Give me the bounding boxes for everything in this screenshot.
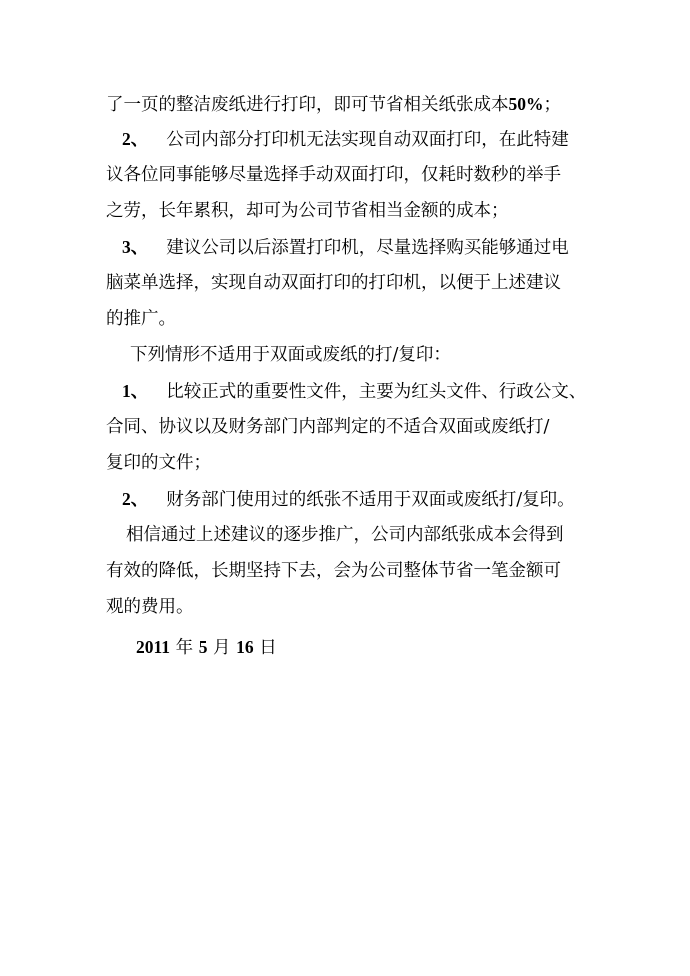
text: 之劳，长年累积，却可为公司节省相当金额的成本；: [106, 201, 509, 221]
paragraph-line: [106, 163, 590, 187]
paragraph-line: [106, 559, 590, 583]
list-text: 建议公司以后添置打印机，尽量选择购买能够通过电: [166, 238, 569, 258]
date-year: 2011: [136, 637, 171, 657]
paragraph-line: [106, 415, 590, 439]
paragraph-line: [106, 199, 590, 223]
list-text: 财务部门使用过的纸张不适用于双面或废纸打/复印。: [166, 490, 575, 510]
date-day: 16: [236, 637, 254, 657]
text: 了一页的整洁废纸进行打印，即可节省相关纸张成本: [106, 95, 509, 115]
list-number: 2、: [122, 129, 149, 149]
exclusion-item-2: [122, 487, 606, 512]
text: 相信通过上述建议的逐步推广，公司内部纸张成本会得到: [126, 525, 564, 545]
list-number: 3、: [122, 237, 149, 257]
text: 议各位同事能够尽量选择手动双面打印，仅耗时数秒的举手: [106, 165, 561, 185]
paragraph-line: [106, 451, 590, 475]
text: 有效的降低，长期坚持下去，会为公司整体节省一笔金额可: [106, 561, 561, 581]
list-text: 比较正式的重要性文件，主要为红头文件、行政公文、: [166, 382, 587, 402]
date-day-unit: 日: [259, 638, 277, 658]
text: 合同、协议以及财务部门内部判定的不适合双面或废纸打/: [106, 417, 550, 437]
list-number: 1、: [122, 381, 149, 401]
date-month-unit: 月: [213, 638, 231, 658]
text: 观的费用。: [106, 597, 194, 617]
list-text: 公司内部分打印机无法实现自动双面打印，在此特建: [166, 130, 569, 150]
list-item-3: [122, 235, 606, 260]
text: 下列情形不适用于双面或废纸的打/复印：: [130, 345, 451, 365]
exclusion-item-1: [122, 379, 606, 404]
date-month: 5: [198, 637, 208, 657]
paragraph-line: [106, 92, 590, 117]
text: ；: [543, 95, 561, 115]
list-number: 2、: [122, 489, 149, 509]
list-item-2: [122, 127, 606, 152]
text: 复印的文件；: [106, 453, 211, 473]
paragraph-line: [106, 307, 590, 331]
exclusion-intro: [130, 343, 614, 367]
date-year-unit: 年: [175, 638, 194, 658]
text: 脑菜单选择，实现自动双面打印的打印机，以便于上述建议: [106, 273, 561, 293]
percent-value: 50%: [508, 94, 544, 114]
text: 的推广。: [106, 309, 176, 329]
closing-paragraph: [126, 523, 610, 547]
paragraph-line: [106, 271, 590, 295]
document-date: [136, 635, 620, 660]
paragraph-line: [106, 595, 590, 619]
